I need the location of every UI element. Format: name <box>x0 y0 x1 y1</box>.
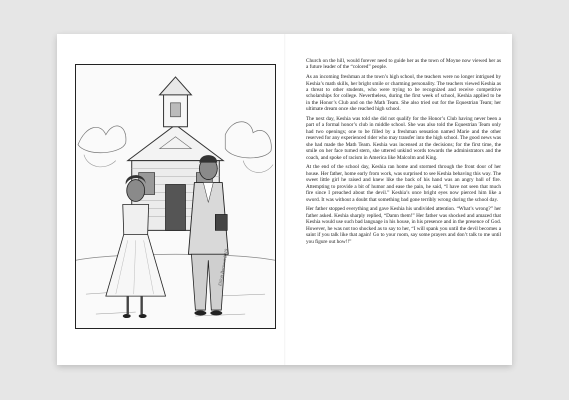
paragraph: Church on the hill, would forever need to guide her as the town of Moyne now viewed her as a future leader of the “colored” people. <box>306 58 501 71</box>
book-gutter <box>284 34 286 365</box>
book-spread <box>57 34 512 365</box>
paragraph: As an incoming freshman at the town’s high school, the teachers were no longer intrigued by Keshia’s math skills, her bright smile or charming personality. The teachers viewed Keshia as a threat to other students, who were trying to be recognized and receive competitive scholarships for college. Nevertheless, during the first week of school, Keshia applied to be in the Honor’s Club and on the Math Team. She also tried out for the Equestrian Team; her ultimate dream once she reached high school. <box>306 74 501 113</box>
illustration-signature: Elliott Barrows 2019 <box>217 248 229 287</box>
text-column <box>306 58 501 358</box>
illustration-frame <box>75 64 276 329</box>
paragraph: Her father stopped everything and gave Keshia his undivided attention. “What’s wrong?” her father asked. Keshia sharply replied, “Damn them!” Her father was shocked and amazed that Keshia would use such bad language in his house, in his presence and in the presence of God. However, he was not too shocked as to say to her, “I will spank you until the devil becomes a saint if you talk like that again! Go to your room, say some prayers and don’t talk to me until you figure out how!!” <box>306 206 501 245</box>
paragraph: The next day, Keshia was told she did not qualify for the Honor’s Club having never been a part of a formal honor’s club in middle school. She was also told the Equestrian Team only had two openings; one to be filled by a freshman sensation named Marie and the other reserved for any experienced rider who may transfer into the high school. The good news was she had made the Math Team. Keshia was incensed at the decisions; for the first time, the smile on her face turned stern, she uttered unkind words towards the administrators and the coach, and spoke of racism in America like Malcolm and King. <box>306 116 501 161</box>
paragraph: At the end of the school day, Keshia ran home and stormed through the front door of her house. Her father, home early from work, was surprised to see Keshia behaving this way. The sweet little girl he raised and knew like the back of his hand was an angry ball of fire. Attempting to provide a bit of humor and ease the pain, he said, “I have not seen that much fire since I preached about the devil.” Keshia’s once bright eyes now pierced him like a sword. It was without a doubt that something bad gone terribly wrong during the school day. <box>306 164 501 203</box>
illustration-drawing <box>76 65 275 328</box>
